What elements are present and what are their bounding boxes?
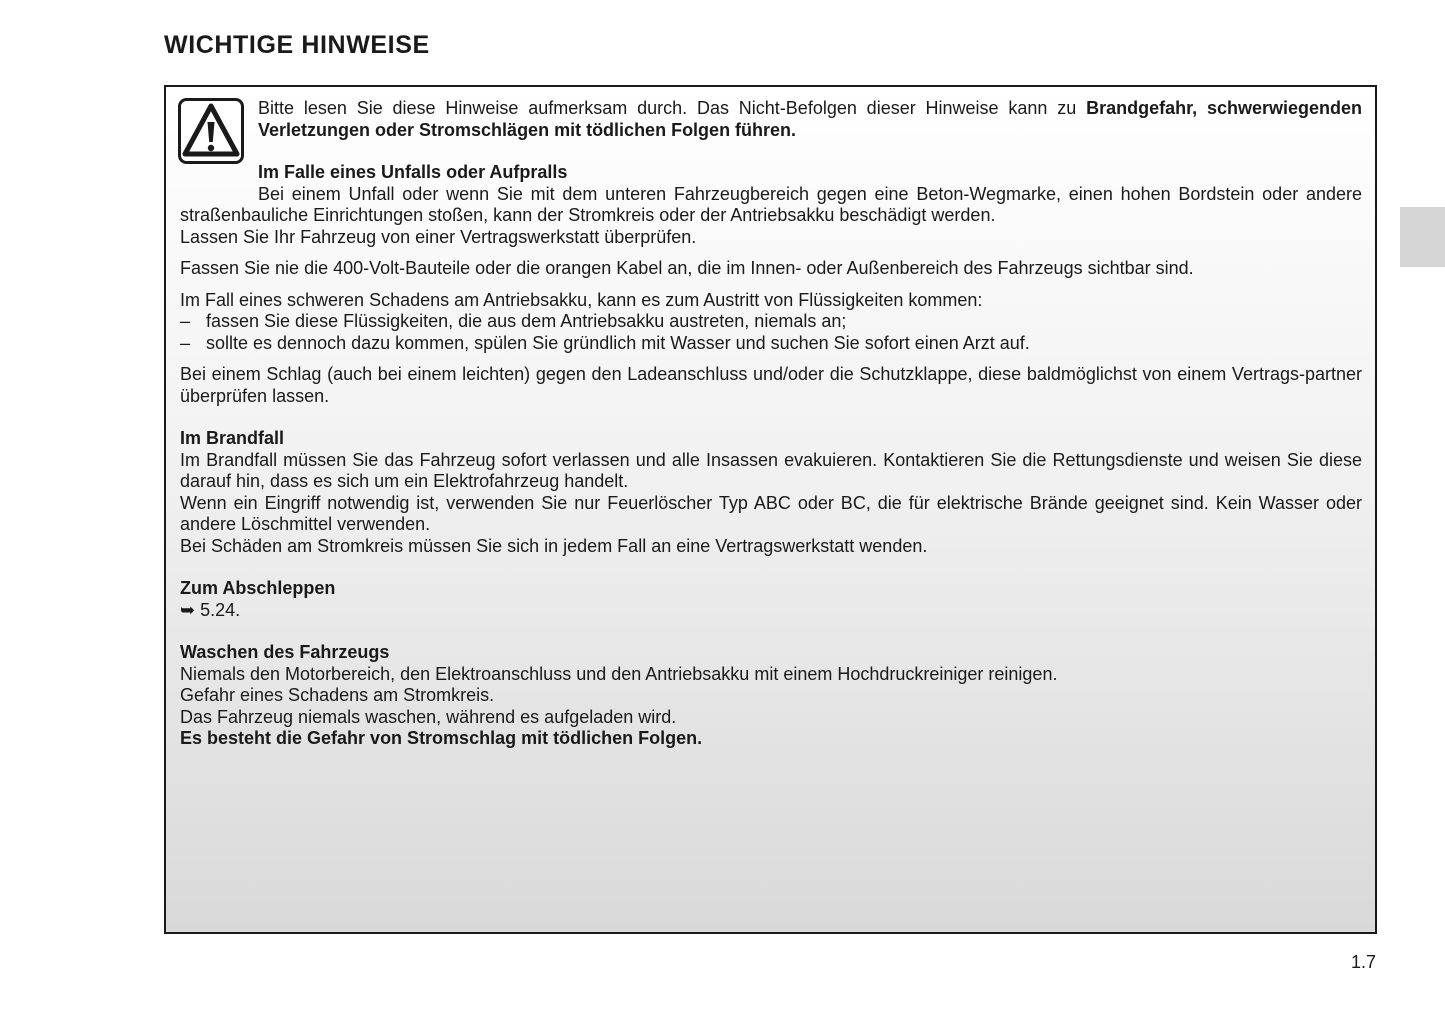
washing-danger-paragraph: Es besteht die Gefahr von Stromschlag mit tödlichen Folgen. (180, 728, 703, 748)
towing-reference (180, 600, 1362, 622)
accident-heading: Im Falle eines Unfalls oder Aufpralls (258, 162, 568, 182)
list-dash: – (180, 332, 191, 353)
arrow-icon: ➥ (180, 599, 196, 620)
list-item-text: fassen Sie diese Flüssigkeiten, die aus dem Antriebsakku austreten, niemals an; (206, 311, 847, 331)
accident-paragraph: Bei einem Unfall oder wenn Sie mit dem unteren Fahrzeugbereich gegen eine Beton-Wegmarke, einen hohen Bordstein oder andere straßenbauliche Einrichtungen stoßen, kann der Stromkreis oder der Antriebsakku beschädigt werden. (180, 183, 1362, 225)
page-number: 1.7 (1351, 952, 1377, 972)
list-item (180, 311, 1362, 333)
warning-box (164, 85, 1377, 934)
list-item-text: sollte es dennoch dazu kommen, spülen Sie gründlich mit Wasser und suchen Sie sofort einen Arzt auf. (206, 332, 1030, 353)
fire-paragraph: Im Brandfall müssen Sie das Fahrzeug sofort verlassen und alle Insassen evakuieren. Kontaktieren Sie die Rettungsdienste und weisen Sie diese darauf hin, dass es sich um ein Elektrofahrzeug handelt. (180, 449, 1362, 491)
washing-paragraph: Niemals den Motorbereich, den Elektroanschluss und den Antriebsakku mit einem Hochdruckreiniger reinigen. (180, 663, 1058, 684)
chapter-tab (1400, 207, 1445, 267)
list-item (180, 333, 1362, 355)
towing-heading: Zum Abschleppen (180, 578, 336, 598)
fire-workshop-paragraph: Bei Schäden am Stromkreis müssen Sie sich in jedem Fall an eine Vertragswerkstatt wenden. (180, 535, 928, 556)
touch-warning-paragraph: Fassen Sie nie die 400-Volt-Bauteile oder die orangen Kabel an, die im Innen- oder Außenbereich des Fahrzeugs sichtbar sind. (180, 258, 1194, 278)
list-dash: – (180, 311, 191, 331)
washing-heading: Waschen des Fahrzeugs (180, 642, 390, 662)
warning-content (180, 98, 1362, 750)
washing-charging-paragraph: Das Fahrzeug niemals waschen, während es aufgeladen wird. (180, 706, 677, 727)
intro-emphasis: Brandgefahr, schwerwiegenden Verletzungen oder Stromschlägen mit tödlichen Folgen führen. (258, 98, 1362, 140)
fire-extinguisher-paragraph: Wenn ein Eingriff notwendig ist, verwenden Sie nur Feuerlöscher Typ ABC oder BC, die für elektrische Brände geeignet sind. Kein Wasser oder andere Löschmittel verwenden. (180, 492, 1362, 534)
accident-check-paragraph: Lassen Sie Ihr Fahrzeug von einer Vertragswerkstatt überprüfen. (180, 226, 697, 247)
fire-heading: Im Brandfall (180, 428, 285, 448)
intro-paragraph: Bitte lesen Sie diese Hinweise aufmerksam durch. Das Nicht-Befolgen dieser Hinweise kann zu Brandgefahr, schwerwiegenden Verletzungen oder Stromschlägen mit tödlichen Folgen führen. (258, 98, 1362, 140)
washing-risk-paragraph: Gefahr eines Schadens am Stromkreis. (180, 685, 495, 705)
damage-intro: Im Fall eines schweren Schadens am Antriebsakku, kann es zum Austritt von Flüssigkeiten kommen: (180, 289, 983, 310)
impact-paragraph: Bei einem Schlag (auch bei einem leichten) gegen den Ladeanschluss und/oder die Schutzklappe, diese baldmöglichst von einem Vertrags-partner überprüfen lassen. (180, 364, 1362, 406)
page-title: WICHTIGE HINWEISE (164, 31, 430, 59)
page-reference[interactable]: 5.24. (195, 599, 241, 620)
